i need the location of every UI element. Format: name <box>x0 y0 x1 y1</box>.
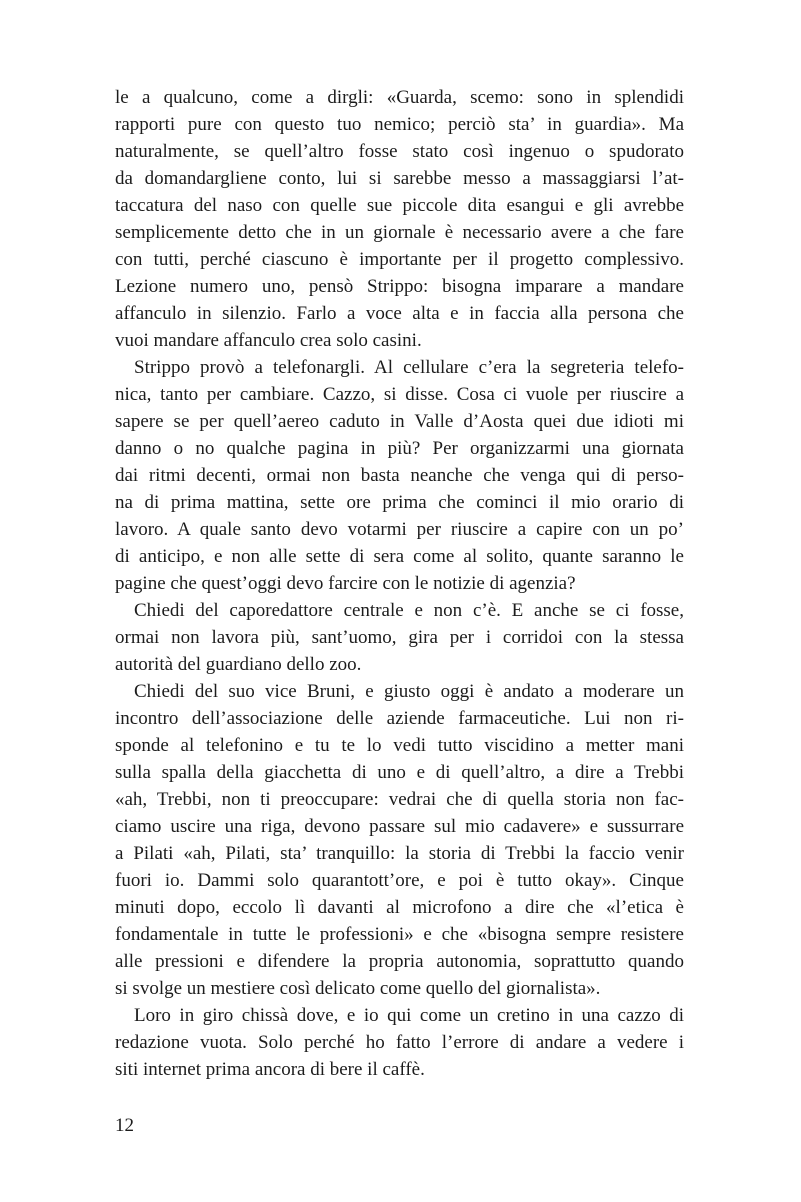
text-line-content: di anticipo, e non alle sette di sera come al solito, quante saranno le <box>115 546 684 567</box>
text-line-content: a Pilati «ah, Pilati, sta’ tranquillo: la storia di Trebbi la faccio venir <box>115 843 684 864</box>
text-line <box>115 462 684 489</box>
text-line-content: incontro dell’associazione delle aziende farmaceutiche. Lui non ri- <box>115 708 684 729</box>
text-line <box>115 543 684 570</box>
text-line <box>115 489 684 516</box>
text-line <box>115 1056 684 1083</box>
text-line-content: siti internet prima ancora di bere il caffè. <box>115 1059 425 1080</box>
text-line-content: minuti dopo, eccolo lì davanti al microfono a dire che «l’etica è <box>115 897 684 918</box>
text-line <box>115 921 684 948</box>
text-line <box>115 1029 684 1056</box>
text-line-content: Chiedi del suo vice Bruni, e giusto oggi è andato a moderare un <box>134 681 684 702</box>
text-line-content: naturalmente, se quell’altro fosse stato così ingenuo o spudorato <box>115 141 684 162</box>
text-line-content: rapporti pure con questo tuo nemico; perciò sta’ in guardia». Ma <box>115 114 684 135</box>
text-line-content: sponde al telefonino e tu te lo vedi tutto viscidino a metter mani <box>115 735 684 756</box>
text-line <box>115 273 684 300</box>
text-line <box>115 192 684 219</box>
text-line <box>115 678 684 705</box>
text-line-content: pagine che quest’oggi devo farcire con le notizie di agenzia? <box>115 573 576 594</box>
page-number: 12 <box>115 1115 134 1136</box>
text-line-content: semplicemente detto che in un giornale è necessario avere a che fare <box>115 222 684 243</box>
text-line <box>115 327 684 354</box>
text-line-content: Loro in giro chissà dove, e io qui come un cretino in una cazzo di <box>134 1005 684 1026</box>
text-line <box>115 786 684 813</box>
text-line-content: Chiedi del caporedattore centrale e non c’è. E anche se ci fosse, <box>134 600 684 621</box>
text-line <box>115 1002 684 1029</box>
text-line-content: fondamentale in tutte le professioni» e che «bisogna sempre resistere <box>115 924 684 945</box>
text-line-content: redazione vuota. Solo perché ho fatto l’errore di andare a vedere i <box>115 1032 684 1053</box>
text-line-content: alle pressioni e difendere la propria autonomia, soprattutto quando <box>115 951 684 972</box>
text-line-content: affanculo in silenzio. Farlo a voce alta e in faccia alla persona che <box>115 303 684 324</box>
text-line-content: fuori io. Dammi solo quarantott’ore, e poi è tutto okay». Cinque <box>115 870 684 891</box>
text-line <box>115 813 684 840</box>
text-line-content: sulla spalla della giacchetta di uno e di quell’altro, a dire a Trebbi <box>115 762 684 783</box>
text-line-content: dai ritmi decenti, ormai non basta neanche che venga qui di perso- <box>115 465 684 486</box>
text-line-content: si svolge un mestiere così delicato come quello del giornalista». <box>115 978 601 999</box>
text-line <box>115 597 684 624</box>
text-line-content: Strippo provò a telefonargli. Al cellulare c’era la segreteria telefo- <box>134 357 684 378</box>
text-line-content: taccatura del naso con quelle sue piccole dita esangui e gli avrebbe <box>115 195 684 216</box>
text-line <box>115 246 684 273</box>
text-line-content: danno o no qualche pagina in più? Per organizzarmi una giornata <box>115 438 684 459</box>
text-line <box>115 165 684 192</box>
text-line <box>115 840 684 867</box>
text-line <box>115 759 684 786</box>
text-line-content: con tutti, perché ciascuno è importante per il progetto complessivo. <box>115 249 684 270</box>
text-line-content: nica, tanto per cambiare. Cazzo, si disse. Cosa ci vuole per riuscire a <box>115 384 684 405</box>
text-line <box>115 111 684 138</box>
paragraph <box>115 354 684 597</box>
text-line <box>115 381 684 408</box>
paragraph <box>115 678 684 1002</box>
text-line <box>115 435 684 462</box>
text-block <box>115 84 684 1083</box>
text-line <box>115 570 684 597</box>
text-line <box>115 948 684 975</box>
text-line <box>115 354 684 381</box>
text-line <box>115 975 684 1002</box>
text-line <box>115 894 684 921</box>
paragraph <box>115 597 684 678</box>
text-line <box>115 408 684 435</box>
text-line-content: autorità del guardiano dello zoo. <box>115 654 362 675</box>
text-line <box>115 516 684 543</box>
text-line <box>115 651 684 678</box>
text-line <box>115 138 684 165</box>
text-line-content: vuoi mandare affanculo crea solo casini. <box>115 330 422 351</box>
text-line <box>115 867 684 894</box>
paragraph <box>115 1002 684 1083</box>
text-line-content: ormai non lavora più, sant’uomo, gira per i corridoi con la stessa <box>115 627 684 648</box>
text-line-content: le a qualcuno, come a dirgli: «Guarda, scemo: sono in splendidi <box>115 87 684 108</box>
text-line <box>115 219 684 246</box>
text-line <box>115 84 684 111</box>
paragraph <box>115 84 684 354</box>
text-line <box>115 732 684 759</box>
text-line <box>115 705 684 732</box>
text-line-content: da domandargliene conto, lui si sarebbe messo a massaggiarsi l’at- <box>115 168 684 189</box>
text-line <box>115 300 684 327</box>
text-line-content: Lezione numero uno, pensò Strippo: bisogna imparare a mandare <box>115 276 684 297</box>
text-line-content: lavoro. A quale santo devo votarmi per riuscire a capire con un po’ <box>115 519 684 540</box>
text-line-content: «ah, Trebbi, non ti preoccupare: vedrai che di quella storia non fac- <box>115 789 684 810</box>
text-line-content: sapere se per quell’aereo caduto in Valle d’Aosta quei due idioti mi <box>115 411 684 432</box>
text-line <box>115 624 684 651</box>
text-line-content: ciamo uscire una riga, devono passare sul mio cadavere» e sussurrare <box>115 816 684 837</box>
text-line-content: na di prima mattina, sette ore prima che cominci il mio orario di <box>115 492 684 513</box>
